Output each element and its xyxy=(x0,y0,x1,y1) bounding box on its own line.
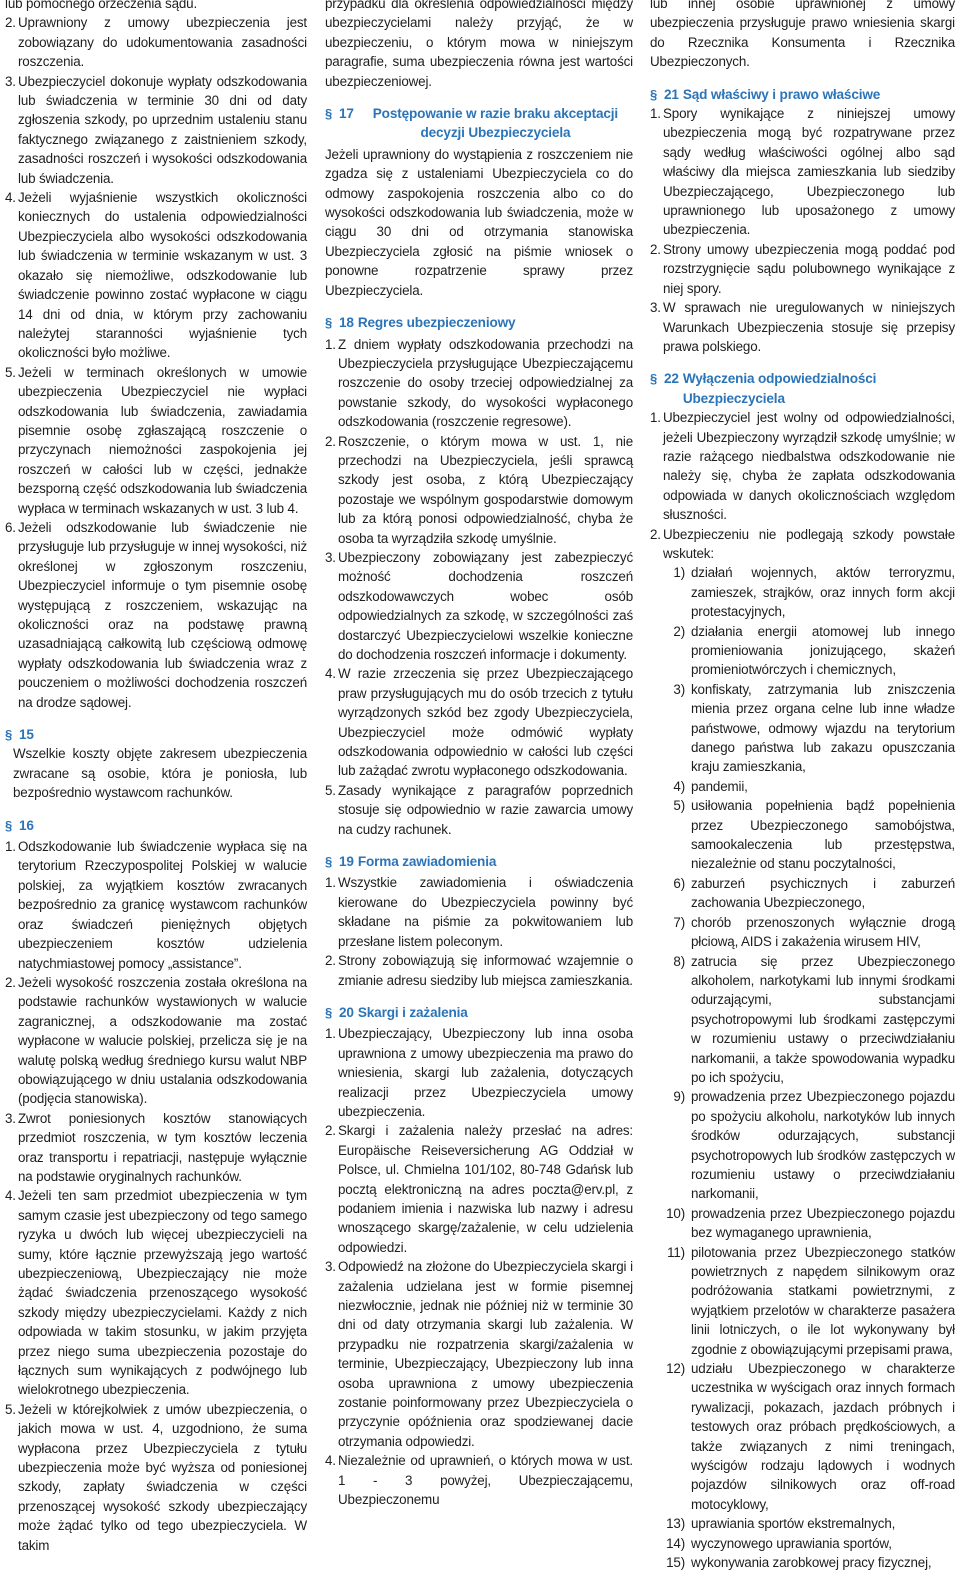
item-number: 2. xyxy=(650,241,661,257)
item-number: 3. xyxy=(5,73,16,89)
section-symbol: § xyxy=(650,371,658,387)
item-number: 3. xyxy=(650,300,661,316)
section-number: 20 xyxy=(339,1004,354,1020)
sub-item-number: 1) xyxy=(673,565,685,581)
list-item xyxy=(325,1451,633,1509)
list-item xyxy=(5,13,307,71)
item-text: Jeżeli wysokość roszczenia została określona na podstawie rachunków wystawionych w walucie zagranicznej, a odszkodowanie ma zostać wypłacone w walucie polskiej, przelicza się je na walutę polską według średniego kursu walut NBP obowiązującego w dniu ustalania odszkodowania (podjęcia stanowiska). xyxy=(18,974,307,1107)
list-item xyxy=(5,837,307,973)
section-21-heading xyxy=(650,85,955,104)
section-16-heading xyxy=(5,816,307,835)
item-text: Zwrot poniesionych kosztów stanowiących przedmiot roszczenia, w tym kosztów leczenia oraz transportu i repatriacji, następuje wyłącznie na podstawie oryginalnych rachunków. xyxy=(18,1110,307,1184)
sub-item xyxy=(650,913,955,952)
sub-item xyxy=(650,1514,955,1533)
list-item xyxy=(325,432,633,548)
section-18-heading xyxy=(325,313,633,332)
list-item xyxy=(325,781,633,839)
sub-item-text: konfiskaty, zatrzymania lub zniszczenia mienia przez organa celne lub inne władze państwowe, odmowy wjazdu na terytorium danego państwa lub zakazu opuszczania kraju zamieszkania, xyxy=(691,681,955,775)
list-item xyxy=(5,1186,307,1399)
sub-item xyxy=(650,874,955,913)
item-number: 2. xyxy=(325,433,336,449)
list-item xyxy=(5,1109,307,1187)
item-text: Uprawniony z umowy ubezpieczenia jest zobowiązany do udokumentowania zasadności roszczenia. xyxy=(18,15,307,70)
item-text: Jeżeli odszkodowanie lub świadczenie nie przysługuje lub przysługuje w innej wysokości, niż określonej w zgłoszonym roszczeniu, Ubezpieczyciel informuje o tym pisemnie osobę występującą z roszczeniem, wskazując na okoliczności oraz na podstawę prawną uzasadniającą całkowitą lub częściową odmowę wypłaty odszkodowania lub świadczenia wraz z pouczeniem o możliwości dochodzenia roszczeń na drodze sądowej. xyxy=(18,519,307,710)
sub-item xyxy=(650,1204,955,1243)
section-symbol: § xyxy=(5,817,13,833)
section-number: 21 xyxy=(664,86,679,102)
sub-item-text: prowadzenia przez Ubezpieczonego pojazdu bez wymaganego uprawnienia, xyxy=(691,1205,955,1241)
sub-item xyxy=(650,777,955,796)
sub-item-number: 3) xyxy=(673,681,685,697)
item-number: 1. xyxy=(325,875,336,891)
list-item xyxy=(650,240,955,298)
item-number: 2. xyxy=(5,15,16,31)
section-number: 17 xyxy=(339,106,354,122)
paragraph: lub innej osobie uprawnionej z umowy ubezpieczenia przysługuje prawo wniesienia skargi do Rzecznika Konsumenta i Rzecznika Ubezpieczonych. xyxy=(650,0,955,70)
sub-item-number: 8) xyxy=(673,953,685,969)
list-item xyxy=(325,951,633,990)
item-text: Odszkodowanie lub świadczenie wypłaca się na terytorium Rzeczypospolitej Polskiej w walucie polskiej, za wyjątkiem kosztów zwracanych bezpośrednio za granicę wystawcom rachunków oraz świadczeń pieniężnych objętych ubezpieczeniem kosztów udzielenia natychmiastowej pomocy „assistance”. xyxy=(18,839,307,971)
list-item xyxy=(650,408,955,524)
item-number: 1. xyxy=(325,1026,336,1042)
item-number: 1. xyxy=(5,839,16,855)
sub-item-number: 11) xyxy=(667,1244,685,1260)
section-title: Regres ubezpieczeniowy xyxy=(357,315,516,331)
sub-item-number: 7) xyxy=(673,914,685,930)
item-text: Jeżeli w terminach określonych w umowie ubezpieczenia Ubezpieczyciel nie wypłaci odszkodowania lub świadczenia, zawiadamia pisemnie osobę zgłaszającą roszczenie o przyczynach niemożności zaspokojenia jej roszczeń w całości lub w części, jednakże bezsporną część odszkodowania lub świadczenia wypłaca w terminach wskazanych w ust. 3 lub 4. xyxy=(18,364,307,516)
item-number: 3. xyxy=(5,1110,16,1126)
item-number: 4. xyxy=(5,1188,16,1204)
list-item xyxy=(650,298,955,356)
item-number: 3. xyxy=(325,1259,336,1275)
list-item xyxy=(325,1024,633,1121)
section-20-heading xyxy=(325,1003,633,1022)
column-2 xyxy=(325,0,633,1509)
section-title: Sąd właściwy i prawo właściwe xyxy=(682,86,881,102)
list-item xyxy=(5,973,307,1109)
item-text: Odpowiedź na złożone do Ubezpieczyciela skargi i zażalenia udzielana jest w formie pisemnej niezwłocznie, jednak nie później niż w terminie 30 dni od daty otrzymania skargi lub zażalenia. W przypadku nie rozpatrzenia skargi/zażalenia w terminie, Ubezpieczający, Ubezpieczony lub inna osoba uprawniona z umowy ubezpieczenia zostanie poinformowany przez Ubezpieczyciela o przyczynie opóźnienia oraz spodziewanej dacie otrzymania odpowiedzi. xyxy=(338,1259,633,1449)
item-text: Ubezpieczający, Ubezpieczony lub inna osoba uprawniona z umowy ubezpieczenia ma prawo do wniesienia, skargi lub zażalenia, dotyczących realizacji przez Ubezpieczyciela umowy ubezpieczenia. xyxy=(338,1026,633,1119)
paragraph: lub pomocnego orzeczenia sądu. xyxy=(5,0,198,11)
list-item xyxy=(5,363,307,518)
item-number: 1. xyxy=(650,106,661,122)
item-text: Wszystkie zawiadomienia i oświadczenia kierowane do Ubezpieczyciela powinny być składane na piśmie za pokwitowaniem lub przesłane listem poleconym. xyxy=(338,875,633,949)
section-17-text: Jeżeli uprawniony do wystąpienia z roszczeniem nie zgadza się z ustaleniami Ubezpieczyciela co do odmowy zaspokojenia roszczenia albo co do wysokości odszkodowania lub świadczenia, może w ciągu 30 dni od otrzymania stanowiska Ubezpieczyciela zgłosić na piśmie wniosek o ponowne rozpatrzenie sprawy przez Ubezpieczyciela. xyxy=(325,146,633,298)
section-22-heading xyxy=(650,369,955,408)
sub-item-text: działań wojennych, aktów terroryzmu, zamieszek, strajków, oraz innych form akcji protestacyjnych, xyxy=(691,565,955,620)
item-text: W sprawach nie uregulowanych w niniejszych Warunkach Ubezpieczenia stosuje się przepisy prawa polskiego. xyxy=(663,300,955,354)
list-item xyxy=(5,188,307,363)
item-number: 5. xyxy=(325,782,336,798)
sub-item xyxy=(650,622,955,680)
paragraph: przypadku dla określenia odpowiedzialności między ubezpieczycielami należy przyjąć, że w ubezpieczeniu, o którym mowa w niniejszym paragrafie, suma ubezpieczenia równa jest wartości ubezpieczeniowej. xyxy=(325,0,633,89)
sub-item xyxy=(650,1553,955,1572)
item-text: Jeżeli wyjaśnienie wszystkich okoliczności koniecznych do ustalenia odpowiedzialności Ubezpieczyciela albo wysokości odszkodowania lub świadczenia w terminie wskazanym w ust. 3 okazało się niemożliwe, odszkodowanie lub świadczenie powinno zostać wypłacone w ciągu 14 dni od dnia, w którym przy zachowaniu należytej staranności wyjaśnienie tych okoliczności było możliwe. xyxy=(18,190,307,361)
section-number: 15 xyxy=(19,727,34,743)
section-title: Postępowanie w razie braku akceptacji decyzji Ubezpieczyciela xyxy=(372,106,619,141)
item-text: Jeżeli w którejkolwiek z umów ubezpieczenia, o jakich mowa w ust. 4, uzgodniono, że suma wypłacona przez Ubezpieczyciela z tytułu ubezpieczenia może być wyższa od poniesionej szkody, zapłaty świadczenia w części przenoszącej wysokość szkody ubezpieczający może żądać tylko od tego ubezpieczyciela. W takim xyxy=(18,1401,307,1553)
item-number: 3. xyxy=(325,549,336,565)
item-text: Z dniem wypłaty odszkodowania przechodzi na Ubezpieczyciela przysługujące Ubezpieczającemu roszczenie do osoby trzeciej odpowiedzialnej za powstanie szkody, do wysokości wypłaconego odszkodowania (roszczenie regresowe). xyxy=(338,336,633,430)
sub-item-number: 12) xyxy=(666,1361,685,1377)
item-text: W razie zrzeczenia się przez Ubezpieczającego praw przysługujących mu do osób trzecich z tytułu wyrządzonych szkód bez zgody Ubezpieczyciela, Ubezpieczyciel może odmówić wypłaty odszkodowania odpowiednio w całości lub części lub zażądać zwrotu wypłaconego odszkodowania. xyxy=(338,666,633,779)
section-number: 18 xyxy=(339,315,354,331)
sub-item-number: 4) xyxy=(673,778,685,794)
sub-item xyxy=(650,1359,955,1514)
section-15-text: Wszelkie koszty objęte zakresem ubezpieczenia zwracane są osobie, która je poniosła, lub bezpośrednio wystawcom rachunków. xyxy=(13,746,307,801)
sub-item-text: pandemii, xyxy=(691,778,748,794)
sub-item-text: usiłowania popełnienia bądź popełnienia przez Ubezpieczonego samobójstwa, samookaleczenia lub przestępstwa, niezależnie od stanu poczytalności, xyxy=(691,798,955,872)
sub-item-text: chorób przenoszonych wyłącznie drogą płciową, AIDS i zakażenia wirusem HIV, xyxy=(691,914,955,950)
section-number: 16 xyxy=(19,817,34,833)
sub-item xyxy=(650,1087,955,1203)
list-item xyxy=(5,72,307,188)
sub-item-text: wykonywania zarobkowej pracy fizycznej, xyxy=(691,1555,932,1571)
section-number: 19 xyxy=(339,854,354,870)
sub-item xyxy=(650,796,955,874)
sub-item xyxy=(650,1243,955,1359)
list-item xyxy=(325,1257,633,1451)
item-text: Zasady wynikające z paragrafów poprzednich stosuje się odpowiednio w razie zawarcia umowy na cudzy rachunek. xyxy=(338,782,633,837)
item-text: Strony umowy ubezpieczenia mogą poddać pod rozstrzygnięcie sądu polubownego wynikające z niej spory. xyxy=(663,241,955,296)
item-number: 2. xyxy=(325,1123,336,1139)
list-item xyxy=(650,104,955,240)
list-item xyxy=(5,518,307,712)
item-text: Jeżeli ten sam przedmiot ubezpieczenia w tym samym czasie jest ubezpieczony od tego samego ryzyka u dwóch lub więcej ubezpieczycieli na sumy, które łącznie przewyższają jego wartość ubezpieczeniową, Ubezpieczający nie może żądać świadczenia przenoszącego wysokość szkody między ubezpieczycielami. Każdy z nich odpowiada w takim stosunku, w jakim przyjęta przez niego suma ubezpieczenia pozostaje do łącznych sum wynikających z podwójnego lub wielokrotnego ubezpieczenia. xyxy=(18,1188,307,1398)
sub-item-number: 2) xyxy=(673,623,685,639)
sub-item-text: udziału Ubezpieczonego w charakterze uczestnika w wyścigach oraz innych formach rywalizacji, pokazach, jazdach próbnych i testowych oraz próbach prędkościowych, a także związanych z nimi treningach, wyścigów rodzaju lądowych i wodnych pojazdów silnikowych oraz off-road motocyklowy, xyxy=(691,1361,955,1512)
sub-item-text: prowadzenia przez Ubezpieczonego pojazdu po spożyciu alkoholu, narkotyków lub innych środków odurzających, substancji psychotropowych lub środków zastępczych w rozumieniu ustawy o przeciwdziałaniu narkomanii, xyxy=(691,1089,955,1202)
section-17-heading xyxy=(325,104,633,143)
item-text: Ubezpieczyciel dokonuje wypłaty odszkodowania lub świadczenia w terminie 30 dni od daty zgłoszenia szkody, po uprzednim ustaleniu stanu faktycznego związanego z zaistnieniem szkody, zasadności roszczeń i wysokości odszkodowania lub świadczenia. xyxy=(18,73,307,186)
item-text: Spory wynikające z niniejszej umowy ubezpieczenia mogą być rozpatrywane przez sądy według właściwości ogólnej albo sąd właściwy dla miejsca zamieszkania lub siedziby Ubezpieczającego, Ubezpieczonego lub uprawnionego lub uposażonego z umowy ubezpieczenia. xyxy=(663,106,955,238)
sub-item-text: uprawiania sportów ekstremalnych, xyxy=(691,1516,896,1532)
item-number: 2. xyxy=(325,953,336,969)
item-number: 1. xyxy=(650,410,661,426)
sub-item-number: 10) xyxy=(666,1205,685,1221)
section-title: Skargi i zażalenia xyxy=(357,1004,468,1020)
item-number: 5. xyxy=(5,364,16,380)
sub-item xyxy=(650,1534,955,1553)
item-text: Roszczenie, o którym mowa w ust. 1, nie przechodzi na Ubezpieczyciela, jeśli sprawcą szkody jest osoba, z którą Ubezpieczający pozostaje we wspólnym gospodarstwie domowym lub za którą ponosi odpowiedzialność, chyba że osoba ta wyrządziła szkodę umyślnie. xyxy=(338,433,633,546)
section-symbol: § xyxy=(325,854,333,870)
item-number: 2. xyxy=(650,526,661,542)
sub-item-number: 14) xyxy=(666,1535,685,1551)
sub-item-text: wyczynowego uprawiania sportów, xyxy=(691,1535,892,1551)
list-item xyxy=(325,1121,633,1257)
section-symbol: § xyxy=(325,106,333,122)
sub-item-number: 6) xyxy=(673,875,685,891)
section-symbol: § xyxy=(325,315,333,331)
item-text: Skargi i zażalenia należy przesłać na adres: Europäische Reiseversicherung AG Oddział w Polsce, ul. Chmielna 101/102, 80-748 Gdańsk lub pocztą elektroniczną na adres pocztа@erv.pl, z podaniem imienia i nazwiska lub nazwy i adresu wnoszącego skargę/zażalenie, w celu udzielenia odpowiedzi. xyxy=(338,1123,633,1255)
list-item xyxy=(325,664,633,780)
sub-item xyxy=(650,680,955,777)
item-number: 2. xyxy=(5,974,16,990)
section-15-heading xyxy=(5,725,307,744)
section-symbol: § xyxy=(650,86,658,102)
section-19-heading xyxy=(325,852,633,871)
sub-item-text: działania energii atomowej lub innego promieniowania jonizującego, skażeń promieniotwórczych i chemicznych, xyxy=(691,623,955,678)
item-number: 4. xyxy=(325,666,336,682)
list-item xyxy=(325,335,633,432)
section-symbol: § xyxy=(325,1004,333,1020)
sub-item-text: zaburzeń psychicznych i zaburzeń zachowania Ubezpieczonego, xyxy=(691,875,955,911)
sub-item xyxy=(650,563,955,621)
item-text: Ubezpieczyciel jest wolny od odpowiedzialności, jeżeli Ubezpieczony wyrządził szkodę umyślnie; w razie rażącego niedbalstwa odszkodowanie nie należy się, chyba że zapłata odszkodowania odpowiada w danych okolicznościach względom słuszności. xyxy=(663,410,955,523)
item-number: 4. xyxy=(5,190,16,206)
column-1 xyxy=(5,0,307,1555)
sub-item-number: 9) xyxy=(673,1089,685,1105)
sub-item xyxy=(650,952,955,1088)
item-text: Ubezpieczony zobowiązany jest zabezpieczyć możność dochodzenia roszczeń odszkodowawczych wobec osób odpowiedzialnych za szkodę, w szczególności zaś dostarczyć Ubezpieczycielowi wszelkie konieczne do dochodzenia roszczeń informacje i dokumenty. xyxy=(338,549,633,662)
sub-item-number: 15) xyxy=(666,1555,685,1571)
sub-item-number: 5) xyxy=(673,798,685,814)
item-number: 4. xyxy=(325,1453,336,1469)
item-text: Strony zobowiązują się informować wzajemnie o zmianie adresu siedziby lub miejsca zamieszkania. xyxy=(338,953,633,988)
list-item xyxy=(325,548,633,664)
section-title: Wyłączenia odpowiedzialności Ubezpieczyciela xyxy=(682,371,877,406)
list-item xyxy=(5,1400,307,1555)
sub-item-number: 13) xyxy=(666,1516,685,1532)
item-number: 1. xyxy=(325,336,336,352)
list-item xyxy=(650,525,955,564)
section-symbol: § xyxy=(5,727,13,743)
sub-item-text: pilotowania przez Ubezpieczonego statków powietrznych z napędem silnikowym oraz podróżowania statkami powietrznymi, z wyjątkiem przelotów w charakterze pasażera linii lotniczych, o ile lot wykonywany był zgodnie z obowiązującymi przepisami prawa, xyxy=(691,1244,955,1357)
sub-item-text: zatrucia się przez Ubezpieczonego alkoholem, narkotykami lub innymi środkami odurzającymi, substancjami psychotropowymi lub środkami zastępczymi w rozumieniu ustawy o przeciwdziałaniu narkomanii, a także spowodowania wypadku po ich spożyciu, xyxy=(691,953,955,1085)
item-text: Ubezpieczeniu nie podlegają szkody powstałe wskutek: xyxy=(663,526,955,561)
item-number: 5. xyxy=(5,1401,16,1417)
item-number: 6. xyxy=(5,519,16,535)
section-number: 22 xyxy=(664,371,679,387)
section-title: Forma zawiadomienia xyxy=(357,854,497,870)
list-item xyxy=(325,873,633,951)
column-3 xyxy=(650,0,955,1573)
item-text: Niezależnie od uprawnień, o których mowa w ust. 1 - 3 powyżej, Ubezpieczającemu, Ubezpieczonemu xyxy=(338,1453,633,1508)
